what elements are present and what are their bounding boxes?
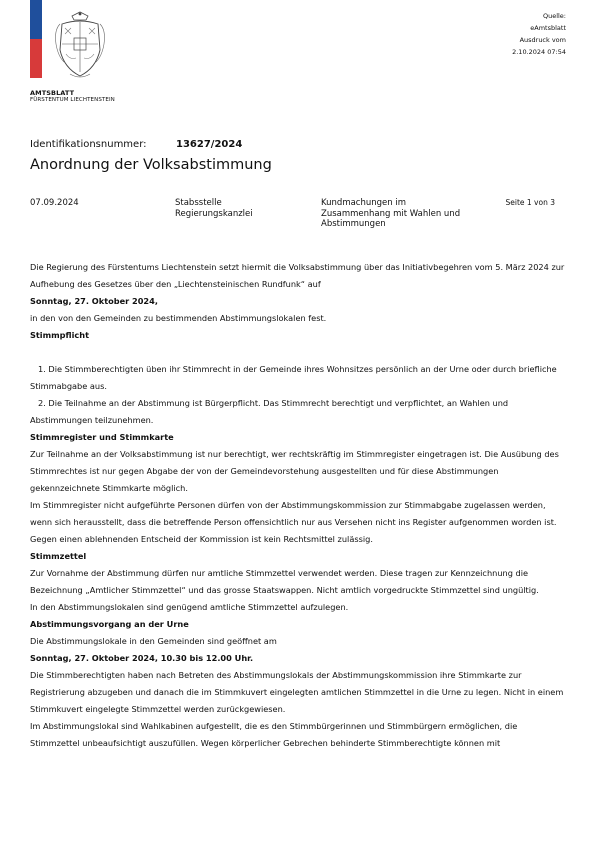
flag-stripe bbox=[30, 0, 42, 78]
gazette-subtitle: FÜRSTENTUM LIECHTENSTEIN bbox=[30, 97, 115, 103]
document-title: Anordnung der Volksabstimmung bbox=[30, 157, 272, 173]
intro-paragraph-2: in den von den Gemeinden zu bestimmenden Abstimmungslokalen fest. bbox=[30, 313, 327, 323]
publication-date: 07.09.2024 bbox=[30, 198, 79, 208]
paragraph: In den Abstimmungslokalen sind genügend amtliche Stimmzettel aufzulegen. bbox=[30, 602, 349, 612]
paragraph: Zur Teilnahme an der Volksabstimmung ist nur berechtigt, wer rechtskräftig im Stimmregister eingetragen ist. Die Ausübung des Stimmrechtes ist nur gegen Abgabe der von der Gemeindevorstehung ausgestellten und für diese Abstimmungen gekennzeichnete Stimmkarte möglich. bbox=[30, 449, 559, 493]
department: Stabsstelle Regierungskanzlei bbox=[175, 198, 253, 219]
paragraph: Zur Vornahme der Abstimmung dürfen nur amtliche Stimmzettel verwendet werden. Diese tragen zur Kennzeichnung die Bezeichnung „Amtlicher Stimmzettel“ und das grosse Staatswappen. Nicht amtlich vorgedruckte Stimmzettel sind ungültig. bbox=[30, 568, 539, 595]
document-body bbox=[30, 259, 568, 752]
vote-date: Sonntag, 27. Oktober 2024, bbox=[30, 296, 158, 306]
coat-of-arms-icon bbox=[50, 10, 110, 80]
print-timestamp: 2.10.2024 07:54 bbox=[512, 48, 566, 56]
section-heading-abstimmungsvorgang: Abstimmungsvorgang an der Urne bbox=[30, 619, 189, 629]
id-number: 13627/2024 bbox=[176, 139, 243, 150]
list-item: 1. Die Stimmberechtigten üben ihr Stimmrecht in der Gemeinde ihres Wohnsitzes persönlich an der Urne oder durch briefliche Stimmabgabe aus. bbox=[30, 364, 557, 391]
spacer bbox=[30, 344, 568, 361]
list-item: 2. Die Teilnahme an der Abstimmung ist Bürgerpflicht. Das Stimmrecht berechtigt und verpflichtet, an Wahlen und Abstimmungen teilzunehmen. bbox=[30, 398, 509, 425]
paragraph: Im Stimmregister nicht aufgeführte Personen dürfen von der Abstimmungskommission zur Stimmabgabe zugelassen werden, wenn sich herausstellt, dass die betreffende Person offensichtlich nur aus Versehen nicht ins Register aufgenommen worden ist. Gegen einen ablehnenden Entscheid der Kommission ist kein Rechtsmittel zulässig. bbox=[30, 500, 557, 544]
intro-paragraph: Die Regierung des Fürstentums Liechtenstein setzt hiermit die Volksabstimmung über das Initiativbegehren vom 5. März 2024 zur Aufhebung des Gesetzes über den „Liechtensteinischen Rundfunk“ auf bbox=[30, 262, 565, 289]
source-info bbox=[446, 10, 566, 58]
section-heading-stimmzettel: Stimmzettel bbox=[30, 551, 87, 561]
opening-hours: Sonntag, 27. Oktober 2024, 10.30 bis 12.00 Uhr. bbox=[30, 653, 254, 663]
identification-line bbox=[30, 139, 243, 150]
print-label: Ausdruck vom bbox=[519, 36, 566, 44]
page-indicator: Seite 1 von 3 bbox=[505, 198, 555, 207]
paragraph: Im Abstimmungslokal sind Wahlkabinen aufgestellt, die es den Stimmbürgerinnen und Stimmbürgern ermöglichen, die Stimmzettel unbeaufsichtigt auszufüllen. Wegen körperlicher Gebrechen behinderte Stimmberechtigte können mit bbox=[30, 721, 518, 748]
id-label: Identifikationsnummer: bbox=[30, 139, 147, 150]
source-name: eAmtsblatt bbox=[530, 24, 566, 32]
category: Kundmachungen im Zusammenhang mit Wahlen und Abstimmungen bbox=[321, 198, 461, 229]
paragraph: Die Stimmberechtigten haben nach Betreten des Abstimmungslokals der Abstimmungskommission ihre Stimmkarte zur Registrierung abzugeben und danach die im Stimmkuvert eingelegten amtlichen Stimmzettel in die Urne zu legen. Nicht in einem Stimmkuvert eingelegte Stimmzettel werden zurückgewiesen. bbox=[30, 670, 564, 714]
gazette-title: AMTSBLATT bbox=[30, 89, 75, 97]
flag-red-band bbox=[30, 39, 42, 78]
source-label: Quelle: bbox=[542, 12, 566, 20]
paragraph: Die Abstimmungslokale in den Gemeinden sind geöffnet am bbox=[30, 636, 277, 646]
section-heading-stimmregister: Stimmregister und Stimmkarte bbox=[30, 432, 174, 442]
flag-blue-band bbox=[30, 0, 42, 39]
section-heading-stimmpflicht: Stimmpflicht bbox=[30, 330, 90, 340]
